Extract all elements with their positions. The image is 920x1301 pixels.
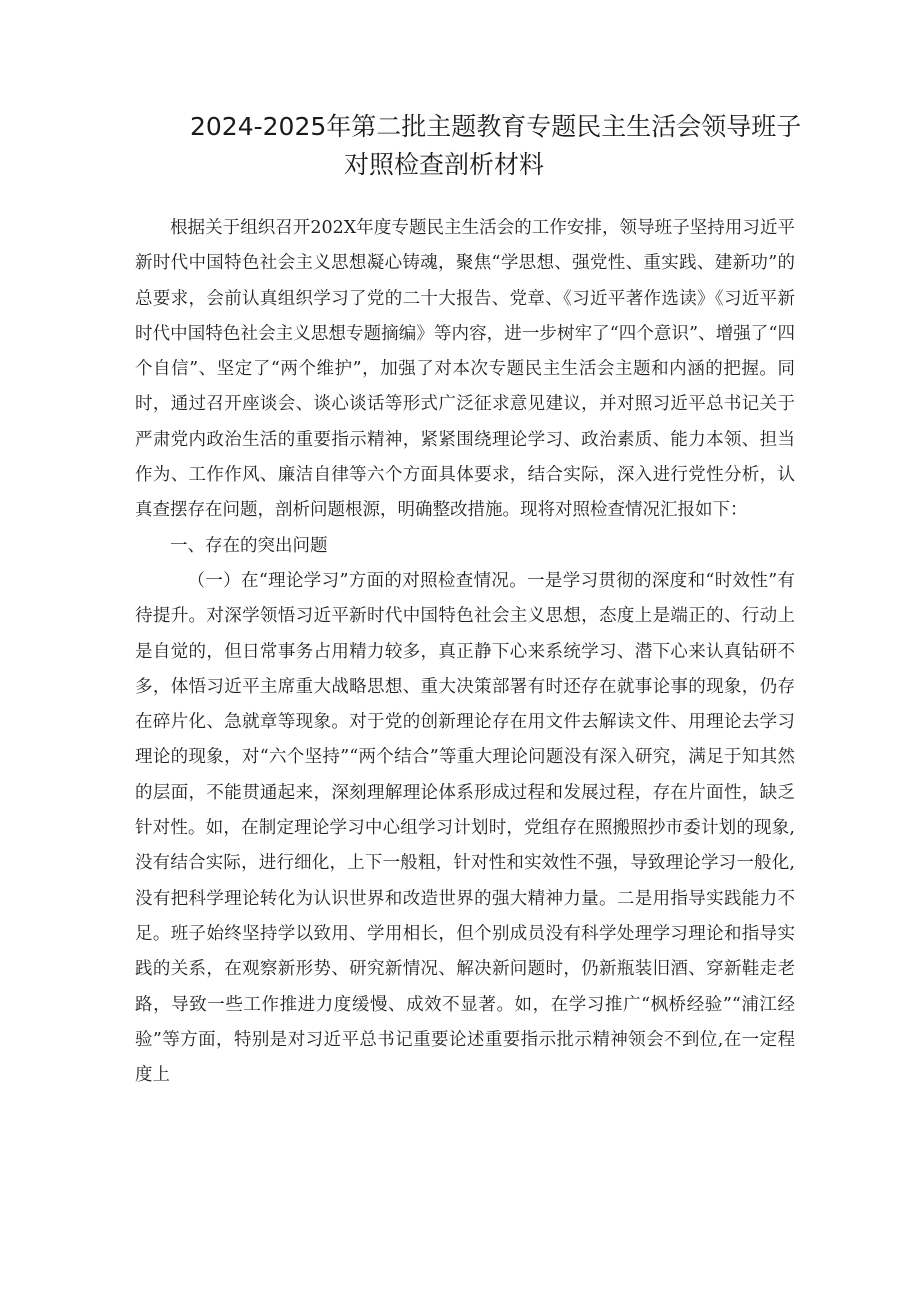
- title-line-2: 对照检查剖析材料: [344, 150, 545, 179]
- section-heading-1: 一、存在的突出问题: [170, 535, 328, 556]
- title-line-1: 2024-2025年第二批主题教育专题民主生活会领导班子: [190, 112, 802, 141]
- subsection-paragraph-1: （一）在“理论学习”方面的对照检查情况。一是学习贯彻的深度和“时效性”有待提升。对深学领悟习近平新时代中国特色社会主义思想，态度上是端正的、行动上是自觉的，但日常事务占用精力较多，真正静下心来系统学习、潜下心来认真钻研不多，体悟习近平主席重大战略思想、重大决策部署有时还存在就事论事的现象，仍存在碎片化、急就章等现象。对于党的创新理论存在用文件去解读文件、用理论去学习理论的现象，对“六个坚持”“两个结合”等重大理论问题没有深入研究，满足于知其然的层面，不能贯通起来，深刻理解理论体系形成过程和发展过程，存在片面性，缺乏针对性。如，在制定理论学习中心组学习计划时，党组存在照搬照抄市委计划的现象,没有结合实际，进行细化，上下一般粗，针对性和实效性不强，导致理论学习一般化,没有把科学理论转化为认识世界和改造世界的强大精神力量。二是用指导实践能力不足。班子始终坚持学以致用、学用相长，但个别成员没有科学处理学习理论和指导实践的关系，在观察新形势、研究新情况、解决新问题时，仍新瓶装旧酒、穿新鞋走老路，导致一些工作推进力度缓慢、成效不显著。如，在学习推广“枫桥经验”“浦江经验”等方面，特别是对习近平总书记重要论述重要指示批示精神领会不到位,在一定程度上: [135, 570, 795, 1086]
- intro-paragraph: 根据关于组织召开202X年度专题民主生活会的工作安排，领导班子坚持用习近平新时代中国特色社会主义思想凝心铸魂，聚焦“学思想、强党性、重实践、建新功”的总要求，会前认真组织学习了党的二十大报告、党章、《习近平著作选读》《习近平新时代中国特色社会主义思想专题摘编》等内容，进一步树牢了“四个意识”、增强了“四个自信”、坚定了“两个维护”，加强了对本次专题民主生活会主题和内涵的把握。同时，通过召开座谈会、谈心谈话等形式广泛征求意见建议，并对照习近平总书记关于严肃党内政治生活的重要指示精神，紧紧围绕理论学习、政治素质、能力本领、担当作为、工作作风、廉洁自律等六个方面具体要求，结合实际，深入进行党性分析，认真查摆存在问题，剖析问题根源，明确整改措施。现将对照检查情况汇报如下：: [135, 218, 795, 521]
- document-body: [135, 211, 795, 1093]
